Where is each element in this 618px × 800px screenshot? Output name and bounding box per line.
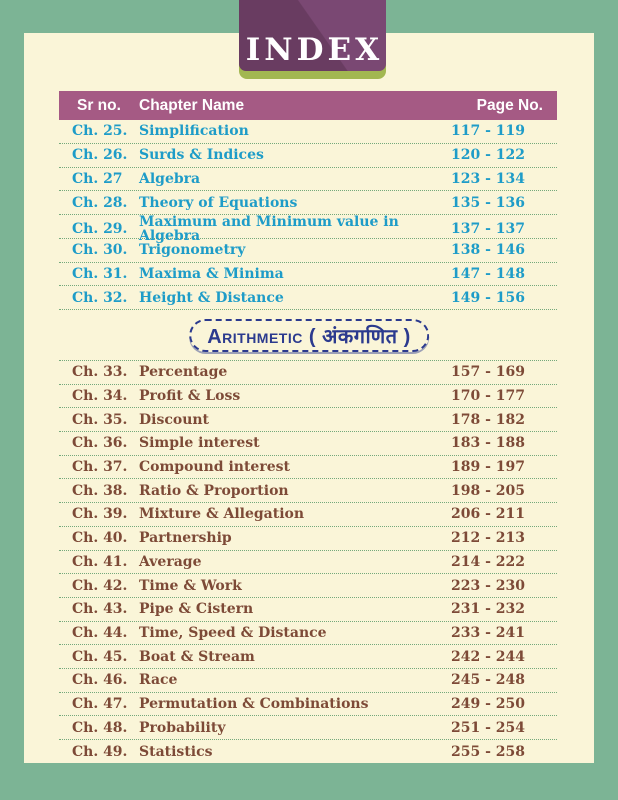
- chapter-pages: 206 - 211: [450, 506, 525, 523]
- chapter-pages: 147 - 148: [450, 265, 525, 282]
- chapter-pages: 170 - 177: [450, 388, 525, 405]
- chapter-number: Ch. 46.: [72, 672, 128, 689]
- chapter-name: Time, Speed & Distance: [139, 624, 327, 641]
- chapter-number: Ch. 42.: [72, 577, 128, 594]
- chapter-pages: 135 - 136: [450, 194, 525, 211]
- column-header-chapter-name: Chapter Name: [139, 96, 245, 114]
- chapter-name: Race: [139, 672, 178, 689]
- chapter-name: Height & Distance: [139, 289, 284, 306]
- section-divider-arithmetic: [189, 319, 429, 352]
- chapter-number: Ch. 48.: [72, 719, 128, 736]
- table-row: [59, 598, 557, 622]
- chapter-number: Ch. 36.: [72, 435, 128, 452]
- chapter-list-arithmetic: [59, 360, 557, 764]
- table-row: [59, 622, 557, 646]
- chapter-number: Ch. 35.: [72, 411, 128, 428]
- chapter-pages: 178 - 182: [450, 411, 525, 428]
- chapter-number: Ch. 37.: [72, 459, 128, 476]
- table-row: [59, 239, 557, 263]
- chapter-name: Compound interest: [139, 459, 290, 476]
- table-row: [59, 168, 557, 192]
- table-row: [59, 716, 557, 740]
- chapter-pages: 198 - 205: [450, 482, 525, 499]
- chapter-name: Percentage: [139, 364, 228, 381]
- chapter-number: Ch. 44.: [72, 624, 128, 641]
- chapter-name: Partnership: [139, 530, 232, 547]
- chapter-pages: 249 - 250: [450, 695, 525, 712]
- table-row: [59, 574, 557, 598]
- chapter-name: Boat & Stream: [139, 648, 255, 665]
- chapter-pages: 117 - 119: [450, 123, 525, 140]
- chapter-pages: 157 - 169: [450, 364, 525, 381]
- column-header-sr-no: Sr no.: [77, 96, 121, 114]
- chapter-number: Ch. 33.: [72, 364, 128, 381]
- table-row: [59, 479, 557, 503]
- table-row: [59, 503, 557, 527]
- table-row: [59, 408, 557, 432]
- chapter-number: Ch. 25.: [72, 123, 128, 140]
- chapter-pages: 120 - 122: [450, 147, 525, 164]
- table-row: [59, 361, 557, 385]
- table-row: [59, 385, 557, 409]
- table-row: [59, 263, 557, 287]
- chapter-name: Ratio & Proportion: [139, 482, 289, 499]
- chapter-number: Ch. 41.: [72, 553, 128, 570]
- chapter-pages: 233 - 241: [450, 624, 525, 641]
- chapter-pages: 137 - 137: [450, 221, 525, 237]
- chapter-number: Ch. 26.: [72, 147, 128, 164]
- table-row: [59, 551, 557, 575]
- chapter-name: Maximum and Minimum value in Algebra: [139, 214, 399, 244]
- table-row: [59, 144, 557, 168]
- chapter-number: Ch. 45.: [72, 648, 128, 665]
- chapter-name: Profit & Loss: [139, 388, 241, 405]
- table-row: [59, 120, 557, 144]
- chapter-number: Ch. 29.: [72, 221, 128, 237]
- chapter-number: Ch. 38.: [72, 482, 128, 499]
- chapter-pages: 189 - 197: [450, 459, 525, 476]
- chapter-number: Ch. 49.: [72, 743, 128, 760]
- table-row: [59, 693, 557, 717]
- chapter-name: Trigonometry: [139, 242, 246, 259]
- chapter-name: Surds & Indices: [139, 147, 264, 164]
- chapter-name: Simplification: [139, 123, 249, 140]
- chapter-pages: 255 - 258: [450, 743, 525, 760]
- chapter-pages: 242 - 244: [450, 648, 525, 665]
- table-row: [59, 645, 557, 669]
- section-divider-label: Arithmetic ( अंकगणित ): [207, 326, 411, 348]
- table-row: [59, 214, 557, 244]
- chapter-number: Ch. 47.: [72, 695, 128, 712]
- chapter-pages: 123 - 134: [450, 170, 525, 187]
- chapter-name: Mixture & Allegation: [139, 506, 305, 523]
- chapter-list-algebra: [59, 120, 557, 310]
- chapter-pages: 183 - 188: [450, 435, 525, 452]
- chapter-pages: 251 - 254: [450, 719, 525, 736]
- table-row: [59, 527, 557, 551]
- chapter-number: Ch. 28.: [72, 194, 128, 211]
- table-row: [59, 669, 557, 693]
- table-row: [59, 456, 557, 480]
- chapter-name: Pipe & Cistern: [139, 601, 254, 618]
- chapter-name: Theory of Equations: [139, 194, 298, 211]
- chapter-number: Ch. 34.: [72, 388, 128, 405]
- chapter-number: Ch. 32.: [72, 289, 128, 306]
- table-row: [59, 191, 557, 215]
- chapter-name: Discount: [139, 411, 210, 428]
- chapter-name: Probability: [139, 719, 226, 736]
- chapter-name: Algebra: [139, 170, 201, 187]
- table-row: [59, 740, 557, 764]
- page-title: INDEX: [245, 32, 384, 68]
- chapter-pages: 214 - 222: [450, 553, 525, 570]
- chapter-number: Ch. 30.: [72, 242, 128, 259]
- chapter-name: Statistics: [139, 743, 213, 760]
- chapter-pages: 138 - 146: [450, 242, 525, 259]
- chapter-number: Ch. 31.: [72, 265, 128, 282]
- chapter-name: Maxima & Minima: [139, 265, 284, 282]
- chapter-number: Ch. 43.: [72, 601, 128, 618]
- chapter-name: Permutation & Combinations: [139, 695, 369, 712]
- chapter-pages: 212 - 213: [450, 530, 525, 547]
- table-row: [59, 432, 557, 456]
- index-ribbon: [239, 0, 386, 79]
- chapter-name: Average: [139, 553, 202, 570]
- chapter-number: Ch. 40.: [72, 530, 128, 547]
- chapter-pages: 223 - 230: [450, 577, 525, 594]
- ribbon-body: [239, 0, 386, 71]
- chapter-pages: 231 - 232: [450, 601, 525, 618]
- chapter-name: Simple interest: [139, 435, 260, 452]
- chapter-pages: 149 - 156: [450, 289, 525, 306]
- chapter-pages: 245 - 248: [450, 672, 525, 689]
- chapter-number: Ch. 27: [72, 170, 123, 187]
- column-header-page-no: Page No.: [476, 96, 543, 114]
- chapter-number: Ch. 39.: [72, 506, 128, 523]
- table-row: [59, 286, 557, 310]
- chapter-name: Time & Work: [139, 577, 242, 594]
- table-header: [59, 91, 557, 120]
